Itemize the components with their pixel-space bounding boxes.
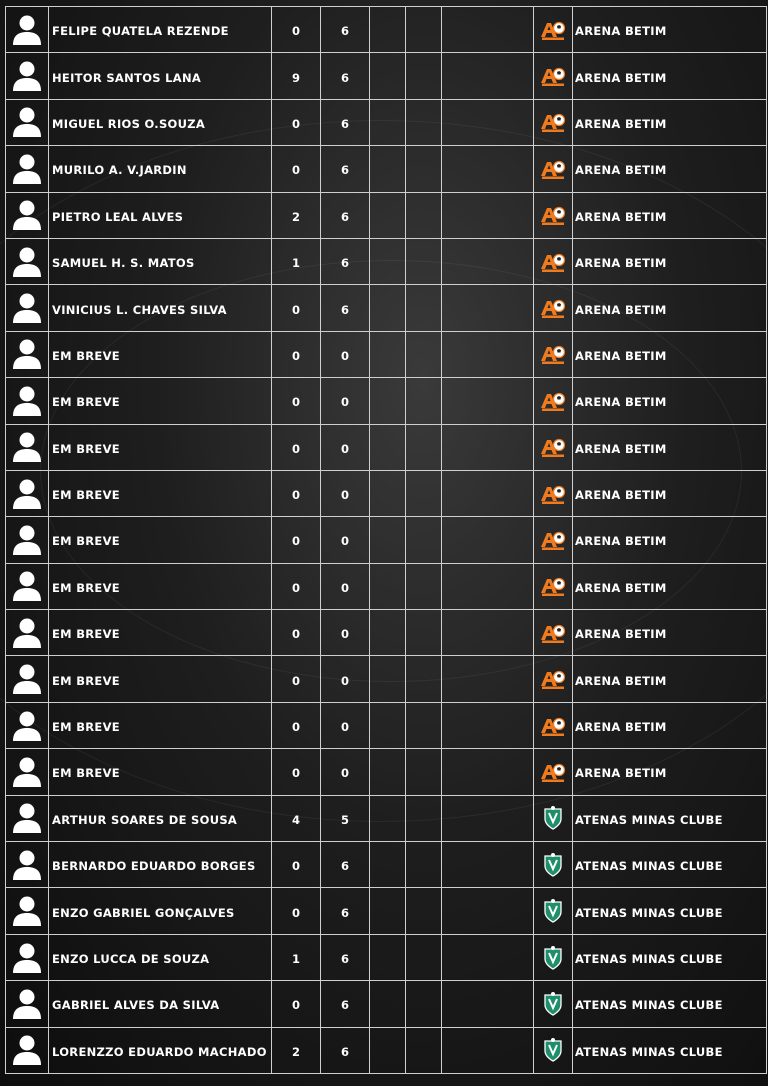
empty-cell [406, 238, 442, 284]
empty-cell [370, 53, 406, 99]
table-row [6, 378, 767, 424]
user-silhouette-icon [10, 848, 44, 882]
empty-cell [370, 610, 406, 656]
empty-cell [406, 888, 442, 934]
atenas-minas-logo-icon [541, 991, 565, 1017]
avatar [6, 842, 49, 888]
player-name: LORENZZO EDUARDO MACHADO [49, 1027, 272, 1073]
team-logo [534, 192, 573, 238]
player-name: EM BREVE [49, 702, 272, 748]
stat-b: 0 [321, 702, 370, 748]
empty-cell [406, 53, 442, 99]
empty-cell [442, 517, 534, 563]
avatar [6, 192, 49, 238]
empty-cell [370, 238, 406, 284]
arena-betim-logo-icon [539, 390, 567, 412]
team-name: ARENA BETIM [573, 7, 767, 53]
team-logo [534, 53, 573, 99]
empty-cell [406, 331, 442, 377]
team-logo [534, 1027, 573, 1073]
team-name: ATENAS MINAS CLUBE [573, 795, 767, 841]
user-silhouette-icon [10, 662, 44, 696]
empty-cell [442, 238, 534, 284]
team-name: ATENAS MINAS CLUBE [573, 888, 767, 934]
stat-b: 6 [321, 981, 370, 1027]
team-name: ARENA BETIM [573, 702, 767, 748]
avatar [6, 1027, 49, 1073]
stat-a: 1 [272, 934, 321, 980]
player-name: MIGUEL RIOS O.SOUZA [49, 99, 272, 145]
arena-betim-logo-icon [539, 158, 567, 180]
table-row [6, 563, 767, 609]
stat-a: 0 [272, 610, 321, 656]
table-row [6, 702, 767, 748]
arena-betim-logo-icon [539, 529, 567, 551]
empty-cell [406, 7, 442, 53]
table-row [6, 238, 767, 284]
stat-a: 0 [272, 981, 321, 1027]
stat-b: 6 [321, 1027, 370, 1073]
team-logo [534, 99, 573, 145]
empty-cell [442, 285, 534, 331]
table-row [6, 656, 767, 702]
empty-cell [370, 888, 406, 934]
stat-b: 0 [321, 749, 370, 795]
player-name: GABRIEL ALVES DA SILVA [49, 981, 272, 1027]
stat-b: 6 [321, 934, 370, 980]
table-row [6, 53, 767, 99]
user-silhouette-icon [10, 801, 44, 835]
arena-betim-logo-icon [539, 483, 567, 505]
stat-b: 0 [321, 331, 370, 377]
stat-a: 0 [272, 517, 321, 563]
empty-cell [370, 146, 406, 192]
user-silhouette-icon [10, 477, 44, 511]
arena-betim-logo-icon [539, 575, 567, 597]
table-row [6, 146, 767, 192]
avatar [6, 53, 49, 99]
team-logo [534, 888, 573, 934]
empty-cell [442, 656, 534, 702]
team-logo [534, 7, 573, 53]
empty-cell [406, 517, 442, 563]
empty-cell [370, 7, 406, 53]
arena-betim-logo-icon [539, 343, 567, 365]
empty-cell [442, 424, 534, 470]
empty-cell [406, 470, 442, 516]
empty-cell [370, 749, 406, 795]
player-name: HEITOR SANTOS LANA [49, 53, 272, 99]
empty-cell [406, 749, 442, 795]
empty-cell [370, 424, 406, 470]
stat-a: 4 [272, 795, 321, 841]
team-name: ARENA BETIM [573, 610, 767, 656]
table-row [6, 1027, 767, 1073]
user-silhouette-icon [10, 384, 44, 418]
player-name: EM BREVE [49, 378, 272, 424]
team-logo [534, 934, 573, 980]
empty-cell [442, 378, 534, 424]
table-row [6, 749, 767, 795]
table-row [6, 285, 767, 331]
table-row [6, 842, 767, 888]
player-name: EM BREVE [49, 470, 272, 516]
arena-betim-logo-icon [539, 65, 567, 87]
empty-cell [406, 99, 442, 145]
team-logo [534, 702, 573, 748]
empty-cell [406, 656, 442, 702]
user-silhouette-icon [10, 105, 44, 139]
stat-b: 0 [321, 610, 370, 656]
team-logo [534, 146, 573, 192]
stat-a: 0 [272, 749, 321, 795]
user-silhouette-icon [10, 337, 44, 371]
stat-a: 0 [272, 7, 321, 53]
team-logo [534, 656, 573, 702]
avatar [6, 378, 49, 424]
user-silhouette-icon [10, 523, 44, 557]
avatar [6, 610, 49, 656]
stat-b: 6 [321, 842, 370, 888]
user-silhouette-icon [10, 59, 44, 93]
empty-cell [442, 146, 534, 192]
team-name: ARENA BETIM [573, 517, 767, 563]
atenas-minas-logo-icon [541, 898, 565, 924]
team-name: ATENAS MINAS CLUBE [573, 934, 767, 980]
avatar [6, 656, 49, 702]
empty-cell [370, 99, 406, 145]
empty-cell [406, 285, 442, 331]
table-row [6, 192, 767, 238]
stat-b: 6 [321, 888, 370, 934]
player-name: VINICIUS L. CHAVES SILVA [49, 285, 272, 331]
atenas-minas-logo-icon [541, 805, 565, 831]
team-name: ATENAS MINAS CLUBE [573, 981, 767, 1027]
arena-betim-logo-icon [539, 19, 567, 41]
stat-a: 0 [272, 285, 321, 331]
stat-b: 5 [321, 795, 370, 841]
user-silhouette-icon [10, 291, 44, 325]
stat-a: 0 [272, 331, 321, 377]
team-logo [534, 749, 573, 795]
empty-cell [406, 610, 442, 656]
empty-cell [406, 934, 442, 980]
empty-cell [406, 192, 442, 238]
team-name: ARENA BETIM [573, 470, 767, 516]
stat-a: 0 [272, 656, 321, 702]
empty-cell [406, 795, 442, 841]
stat-b: 6 [321, 146, 370, 192]
team-name: ARENA BETIM [573, 378, 767, 424]
user-silhouette-icon [10, 569, 44, 603]
empty-cell [442, 981, 534, 1027]
team-logo [534, 424, 573, 470]
stat-b: 0 [321, 424, 370, 470]
table-row [6, 7, 767, 53]
arena-betim-logo-icon [539, 622, 567, 644]
empty-cell [442, 934, 534, 980]
player-name: ARTHUR SOARES DE SOUSA [49, 795, 272, 841]
stat-b: 0 [321, 517, 370, 563]
stat-b: 6 [321, 285, 370, 331]
team-name: ARENA BETIM [573, 749, 767, 795]
player-name: EM BREVE [49, 656, 272, 702]
avatar [6, 888, 49, 934]
team-name: ARENA BETIM [573, 53, 767, 99]
avatar [6, 238, 49, 284]
user-silhouette-icon [10, 13, 44, 47]
stat-a: 0 [272, 563, 321, 609]
user-silhouette-icon [10, 1033, 44, 1067]
stat-b: 0 [321, 378, 370, 424]
stat-a: 0 [272, 470, 321, 516]
avatar [6, 981, 49, 1027]
arena-betim-logo-icon [539, 251, 567, 273]
empty-cell [370, 702, 406, 748]
empty-cell [442, 1027, 534, 1073]
table-row [6, 470, 767, 516]
arena-betim-logo-icon [539, 204, 567, 226]
avatar [6, 470, 49, 516]
user-silhouette-icon [10, 198, 44, 232]
team-name: ATENAS MINAS CLUBE [573, 1027, 767, 1073]
team-logo [534, 285, 573, 331]
team-logo [534, 842, 573, 888]
empty-cell [370, 795, 406, 841]
stat-a: 2 [272, 192, 321, 238]
empty-cell [442, 888, 534, 934]
avatar [6, 749, 49, 795]
empty-cell [442, 749, 534, 795]
avatar [6, 702, 49, 748]
user-silhouette-icon [10, 616, 44, 650]
table-row [6, 795, 767, 841]
stat-a: 0 [272, 842, 321, 888]
user-silhouette-icon [10, 987, 44, 1021]
avatar [6, 146, 49, 192]
player-name: EM BREVE [49, 517, 272, 563]
team-name: ARENA BETIM [573, 285, 767, 331]
stat-b: 0 [321, 656, 370, 702]
table-row [6, 424, 767, 470]
stat-b: 0 [321, 563, 370, 609]
stat-b: 6 [321, 53, 370, 99]
empty-cell [370, 563, 406, 609]
avatar [6, 7, 49, 53]
player-roster-table [5, 6, 767, 1074]
team-name: ARENA BETIM [573, 563, 767, 609]
table-row [6, 610, 767, 656]
player-name: ENZO GABRIEL GONÇALVES [49, 888, 272, 934]
player-name: SAMUEL H. S. MATOS [49, 238, 272, 284]
avatar [6, 563, 49, 609]
user-silhouette-icon [10, 941, 44, 975]
stat-b: 6 [321, 238, 370, 284]
avatar [6, 795, 49, 841]
team-logo [534, 470, 573, 516]
arena-betim-logo-icon [539, 668, 567, 690]
player-name: EM BREVE [49, 610, 272, 656]
avatar [6, 424, 49, 470]
empty-cell [370, 656, 406, 702]
team-name: ARENA BETIM [573, 424, 767, 470]
arena-betim-logo-icon [539, 715, 567, 737]
team-name: ARENA BETIM [573, 238, 767, 284]
empty-cell [442, 331, 534, 377]
empty-cell [406, 146, 442, 192]
arena-betim-logo-icon [539, 761, 567, 783]
team-logo [534, 563, 573, 609]
stat-b: 6 [321, 7, 370, 53]
empty-cell [442, 470, 534, 516]
empty-cell [442, 795, 534, 841]
stat-a: 0 [272, 888, 321, 934]
empty-cell [370, 934, 406, 980]
user-silhouette-icon [10, 894, 44, 928]
empty-cell [370, 192, 406, 238]
player-name: EM BREVE [49, 331, 272, 377]
arena-betim-logo-icon [539, 111, 567, 133]
empty-cell [406, 563, 442, 609]
stat-a: 2 [272, 1027, 321, 1073]
atenas-minas-logo-icon [541, 852, 565, 878]
empty-cell [406, 981, 442, 1027]
team-name: ARENA BETIM [573, 656, 767, 702]
player-name: ENZO LUCCA DE SOUZA [49, 934, 272, 980]
stat-a: 0 [272, 378, 321, 424]
team-name: ATENAS MINAS CLUBE [573, 842, 767, 888]
empty-cell [370, 981, 406, 1027]
team-logo [534, 331, 573, 377]
avatar [6, 99, 49, 145]
empty-cell [406, 842, 442, 888]
table-row [6, 981, 767, 1027]
empty-cell [406, 378, 442, 424]
player-name: PIETRO LEAL ALVES [49, 192, 272, 238]
user-silhouette-icon [10, 755, 44, 789]
empty-cell [370, 331, 406, 377]
player-name: EM BREVE [49, 424, 272, 470]
table-row [6, 331, 767, 377]
team-logo [534, 517, 573, 563]
empty-cell [442, 702, 534, 748]
team-logo [534, 981, 573, 1027]
empty-cell [442, 610, 534, 656]
avatar [6, 331, 49, 377]
player-name: MURILO A. V.JARDIN [49, 146, 272, 192]
empty-cell [370, 378, 406, 424]
player-name: BERNARDO EDUARDO BORGES [49, 842, 272, 888]
team-name: ARENA BETIM [573, 331, 767, 377]
atenas-minas-logo-icon [541, 945, 565, 971]
table-row [6, 888, 767, 934]
team-logo [534, 238, 573, 284]
empty-cell [370, 517, 406, 563]
empty-cell [370, 285, 406, 331]
empty-cell [442, 53, 534, 99]
stat-a: 0 [272, 424, 321, 470]
stat-b: 6 [321, 192, 370, 238]
team-name: ARENA BETIM [573, 146, 767, 192]
stat-a: 0 [272, 99, 321, 145]
team-logo [534, 610, 573, 656]
stat-a: 1 [272, 238, 321, 284]
empty-cell [370, 842, 406, 888]
team-logo [534, 795, 573, 841]
avatar [6, 934, 49, 980]
player-name: FELIPE QUATELA REZENDE [49, 7, 272, 53]
user-silhouette-icon [10, 709, 44, 743]
team-name: ARENA BETIM [573, 99, 767, 145]
player-name: EM BREVE [49, 563, 272, 609]
empty-cell [442, 192, 534, 238]
stat-b: 6 [321, 99, 370, 145]
arena-betim-logo-icon [539, 436, 567, 458]
avatar [6, 285, 49, 331]
arena-betim-logo-icon [539, 297, 567, 319]
empty-cell [370, 1027, 406, 1073]
stat-a: 0 [272, 702, 321, 748]
atenas-minas-logo-icon [541, 1037, 565, 1063]
user-silhouette-icon [10, 152, 44, 186]
empty-cell [442, 99, 534, 145]
stat-a: 0 [272, 146, 321, 192]
empty-cell [442, 7, 534, 53]
player-name: EM BREVE [49, 749, 272, 795]
empty-cell [406, 1027, 442, 1073]
stat-b: 0 [321, 470, 370, 516]
team-logo [534, 378, 573, 424]
empty-cell [442, 842, 534, 888]
table-row [6, 934, 767, 980]
table-row [6, 99, 767, 145]
empty-cell [442, 563, 534, 609]
stat-a: 9 [272, 53, 321, 99]
empty-cell [406, 702, 442, 748]
empty-cell [370, 470, 406, 516]
table-row [6, 517, 767, 563]
empty-cell [406, 424, 442, 470]
avatar [6, 517, 49, 563]
user-silhouette-icon [10, 245, 44, 279]
team-name: ARENA BETIM [573, 192, 767, 238]
user-silhouette-icon [10, 430, 44, 464]
